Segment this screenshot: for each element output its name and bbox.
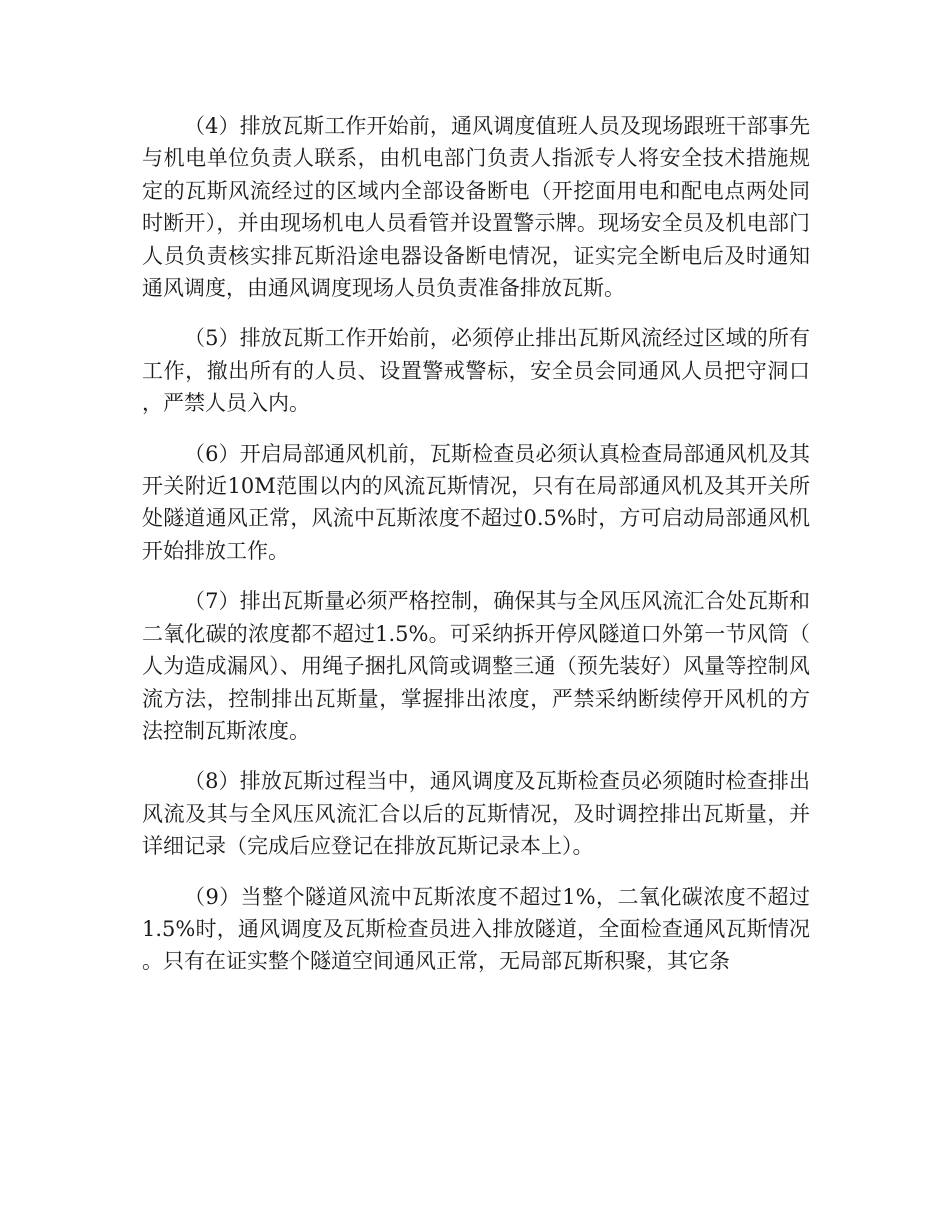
paragraph-9: （9）当整个隧道风流中瓦斯浓度不超过1%，二氧化碳浓度不超过1.5%时，通风调度及瓦斯检查员进入排放隧道，全面检查通风瓦斯情况。只有在证实整个隧道空间通风正常，无局部瓦斯积聚，其它条 bbox=[142, 884, 810, 974]
paragraph-7: （7）排出瓦斯量必须严格控制，确保其与全风压风流汇合处瓦斯和二氧化碳的浓度都不超过1.5%。可采纳拆开停风隧道口外第一节风筒（人为造成漏风）、用绳子捆扎风筒或调整三通（预先装好）风量等控制风流方法，控制排出瓦斯量，掌握排出浓度，严禁采纳断续停开风机的方法控制瓦斯浓度。 bbox=[142, 589, 810, 743]
document-page bbox=[142, 110, 810, 996]
paragraph-6: （6）开启局部通风机前，瓦斯检查员必须认真检查局部通风机及其开关附近10M范围以内的风流瓦斯情况，只有在局部通风机及其开关所处隧道通风正常，风流中瓦斯浓度不超过0.5%时，方可启动局部通风机开始排放工作。 bbox=[142, 441, 810, 563]
paragraph-8: （8）排放瓦斯过程当中，通风调度及瓦斯检查员必须随时检查排出风流及其与全风压风流汇合以后的瓦斯情况，及时调控排出瓦斯量，并详细记录（完成后应登记在排放瓦斯记录本上）。 bbox=[142, 769, 810, 859]
paragraph-5: （5）排放瓦斯工作开始前，必须停止排出瓦斯风流经过区域的所有工作，撤出所有的人员、设置警戒警标，安全员会同通风人员把守洞口，严禁人员入内。 bbox=[142, 326, 810, 416]
paragraph-4: （4）排放瓦斯工作开始前，通风调度值班人员及现场跟班干部事先与机电单位负责人联系，由机电部门负责人指派专人将安全技术措施规定的瓦斯风流经过的区域内全部设备断电（开挖面用电和配电点两处同时断开），并由现场机电人员看管并设置警示牌。现场安全员及机电部门人员负责核实排瓦斯沿途电器设备断电情况，证实完全断电后及时通知通风调度，由通风调度现场人员负责准备排放瓦斯。 bbox=[142, 114, 810, 301]
